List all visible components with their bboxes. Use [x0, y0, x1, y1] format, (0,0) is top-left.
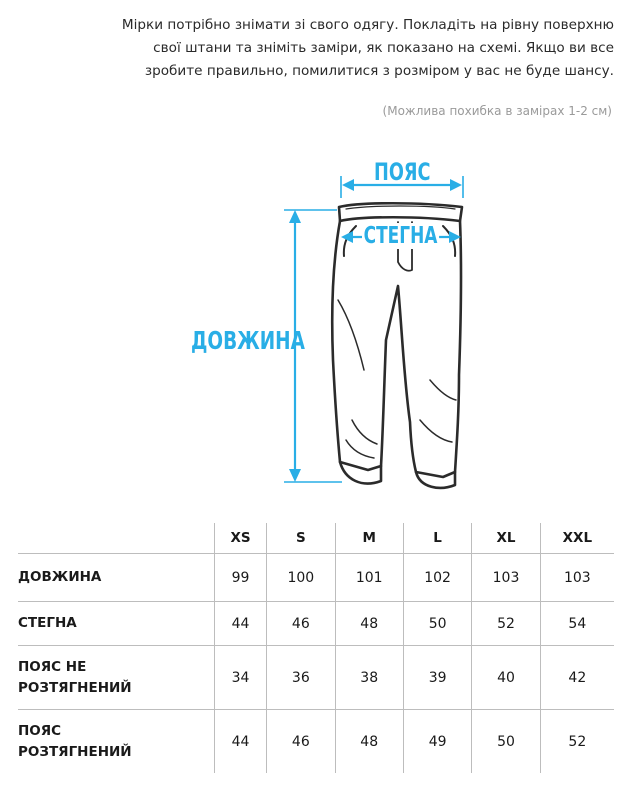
table-cell: 49	[403, 710, 471, 774]
table-cell: 103	[472, 554, 540, 602]
row-label-line: РОЗТЯГНЕНИЙ	[18, 743, 132, 760]
belt-label: ПОЯС	[374, 158, 431, 186]
table-cell: 52	[472, 602, 540, 646]
table-cell: 38	[335, 646, 403, 710]
table-cell: 44	[215, 602, 267, 646]
size-header-s: S	[267, 523, 335, 554]
table-cell: 50	[403, 602, 471, 646]
size-header-xs: XS	[215, 523, 267, 554]
table-cell: 39	[403, 646, 471, 710]
size-header-xl: XL	[472, 523, 540, 554]
table-cell: 100	[267, 554, 335, 602]
row-label-line: РОЗТЯГНЕНИЙ	[18, 679, 132, 696]
table-header-row	[18, 523, 614, 554]
table-cell: 99	[215, 554, 267, 602]
table-cell: 46	[267, 602, 335, 646]
table-cell: 42	[540, 646, 614, 710]
table-cell: 40	[472, 646, 540, 710]
table-row	[18, 554, 614, 602]
table-cell: 52	[540, 710, 614, 774]
table-row	[18, 602, 614, 646]
row-label-hips: СТЕГНА	[18, 602, 215, 646]
table-cell: 34	[215, 646, 267, 710]
table-cell: 48	[335, 602, 403, 646]
row-label-line: ПОЯС	[18, 722, 62, 739]
table-cell: 101	[335, 554, 403, 602]
table-cell: 36	[267, 646, 335, 710]
size-header-m: M	[335, 523, 403, 554]
table-cell: 50	[472, 710, 540, 774]
intro-line-2: свої штани та зніміть заміри, як показано на схемі. Якщо ви все	[153, 40, 614, 56]
length-label: ДОВЖИНА	[191, 326, 305, 355]
table-corner-cell	[18, 523, 215, 554]
table-cell: 54	[540, 602, 614, 646]
table-row	[18, 646, 614, 710]
hips-label: СТЕГНА	[363, 223, 438, 249]
measurement-error-note: (Можлива похибка в замірах 1-2 см)	[382, 104, 612, 118]
row-label-belt-stretched	[18, 710, 215, 774]
table-cell: 102	[403, 554, 471, 602]
size-header-l: L	[403, 523, 471, 554]
row-label-line: ПОЯС НЕ	[18, 658, 87, 675]
size-table	[18, 523, 614, 773]
table-cell: 46	[267, 710, 335, 774]
table-cell: 103	[540, 554, 614, 602]
row-label-length: ДОВЖИНА	[18, 554, 215, 602]
intro-line-1: Мірки потрібно знімати зі свого одягу. Покладіть на рівну поверхню	[121, 17, 614, 33]
intro-line-3: зробите правильно, помилитися з розміром у вас не буде шансу.	[144, 63, 614, 79]
table-cell: 44	[215, 710, 267, 774]
table-cell: 48	[335, 710, 403, 774]
row-label-belt-unstretched	[18, 646, 215, 710]
size-header-xxl: XXL	[540, 523, 614, 554]
table-row	[18, 710, 614, 774]
